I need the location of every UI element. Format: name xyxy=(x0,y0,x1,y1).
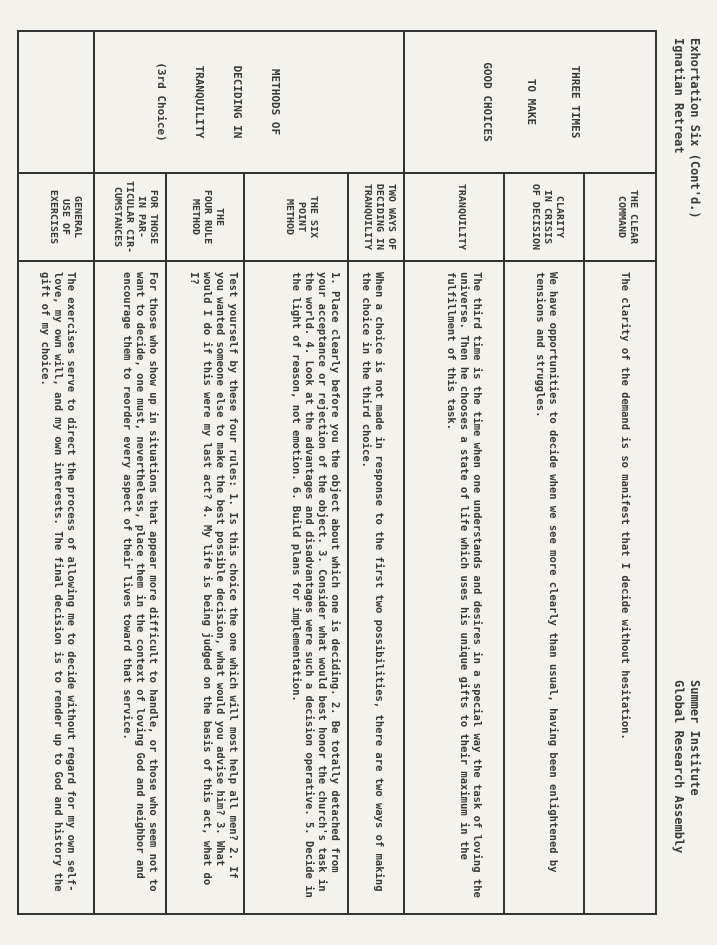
section-label-line3: GOOD CHOICES xyxy=(481,62,494,142)
row-text-tranquility: The third time is the time when one understands and desires in a special way the task of loving the universe. Then he chooses a state of life which uses his unique gifts to their maximum in the fulfillment of this task. xyxy=(445,272,483,898)
header-title xyxy=(671,38,703,458)
section-divider-1 xyxy=(403,32,405,913)
col-divider-sub xyxy=(19,260,655,262)
table-frame xyxy=(17,30,657,915)
row-label-six-point: THE SIX POINT METHOD xyxy=(284,195,319,239)
header-institute xyxy=(671,680,703,910)
row-label-two-ways: TWO WAYS OF DECIDING IN TRANQUILITY xyxy=(362,183,397,251)
section-label-line1: THREE TIMES xyxy=(569,65,582,139)
header-title-line1: Exhortation Six (Cont'd.) xyxy=(688,38,702,219)
section-divider-2 xyxy=(93,32,95,913)
row-text-six-point: 1. Place clearly before you the object about which one is deciding. 2. Be totally detached from your acceptance or rejection of the object. 3. Consider what would best honor the church's task in the world. 4. Look at the advantages and disadvantages were such a decision operative. 5. Decide in the light of reason, not emotion. 6. Build plans for implementation. xyxy=(290,272,341,898)
section-label-three-times xyxy=(468,38,595,166)
section-label-line2: TO MAKE xyxy=(525,78,538,126)
row-text-particular: For those who show up in situations that appear more difficult to handle, or those who seem not to want to decide, one must, nevertheless, place them in the context of loving God and neighbor and encourage them to reorder every aspect of their lives toward that service. xyxy=(121,272,159,892)
header-right-line1: Summer Institute xyxy=(688,680,702,796)
section-label-methods xyxy=(142,38,295,166)
row-text-exercises: The exercises serve to direct the process of allowing me to decide without regard for my own self-love, my own will, and my own interests. The final decision is to render up to God and history the gift of my choice. xyxy=(39,272,77,892)
row-label-particular: FOR THOSE IN PAR- TICULAR CIR- CUMSTANCES xyxy=(112,180,159,254)
row-text-two-ways: When a choice is not made in response to the first two possibilities, there are two ways of making the choice in the third choice. xyxy=(360,272,385,892)
row-divider-e xyxy=(165,172,167,913)
header-title-line2: Ignatian Retreat xyxy=(672,38,686,154)
methods-label-line1: METHODS OF xyxy=(269,68,282,136)
header-right-line2: Global Research Assembly xyxy=(672,680,686,854)
row-divider-b xyxy=(503,172,505,913)
methods-label-line3: TRANQUILITY xyxy=(193,65,206,139)
row-text-four-rule: Test yourself by these four rules: 1. Is this choice the one which will most help all men? 2. If you wanted someone else to make the best possible decision, what would you advise him? 3. What would I do if this were my last act? 4. My life is being judged on the basis of this act, what do I? xyxy=(188,272,239,886)
row-label-four-rule: THE FOUR RULE METHOD xyxy=(190,189,225,245)
row-label-exercises: GENERAL USE OF EXERCISES xyxy=(48,189,83,245)
row-label-tranquility: TRANQUILITY xyxy=(456,183,467,251)
methods-label-line2: DECIDING IN xyxy=(231,65,244,139)
row-text-clear-command: The clarity of the demand is so manifest that I decide without hesitation. xyxy=(619,272,631,740)
row-divider-d xyxy=(243,172,245,913)
row-divider-a xyxy=(583,172,585,913)
col-divider-main xyxy=(19,172,655,174)
row-label-clear-command: THE CLEAR COMMAND xyxy=(616,189,639,245)
row-divider-c xyxy=(347,172,349,913)
methods-label-line4: (3rd Choice) xyxy=(155,62,168,142)
row-label-clarity-crisis: CLARITY IN CRISIS OF DECISION xyxy=(530,183,565,251)
row-text-clarity-crisis: We have opportunities to decide when we see more clearly than usual, having been enlightened by tensions and struggles. xyxy=(534,272,559,873)
